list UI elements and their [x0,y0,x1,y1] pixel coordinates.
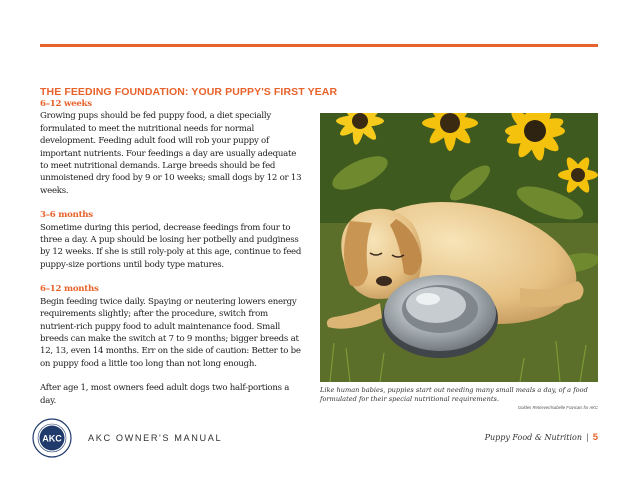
top-rule [40,44,598,47]
photo-credit: Golden Retriever/Isabelle Francais for AKC [517,405,598,410]
footer-right [485,432,598,443]
svg-text:AKC: AKC [42,433,62,444]
subhead-6-12-weeks: 6–12 weeks [40,99,92,109]
paragraph-3-6-months: Sometime during this period, decrease feedings from four to three a day. A pup should be losing her potbelly and pudginess by 12 weeks. If she is still roly-poly at this age, continue to feed puppy-size portions until body type matures. [40,222,302,270]
subhead-6-12-months: 6–12 months [40,284,99,295]
page-number: 5 [592,432,598,443]
subhead-3-6-months: 3–6 months [40,210,93,221]
akc-logo [32,418,72,458]
body-column [40,98,304,407]
paragraph-6-12-months: Begin feeding twice daily. Spaying or neutering lowers energy requirements slightly; after the procedure, switch from nutrient-rich puppy food to adult maintenance food. Small breeds can make the switch at 7 to 9 months; bigger breeds at 12, 13, even 14 months. Err on the side of caution: Better to be on puppy food a little too long than not long enough. [40,296,301,369]
paragraph-6-12-weeks: Growing pups should be fed puppy food, a diet specially formulated to meet the nutritional needs for normal development. Feeding adult food will rob your puppy of important nutrients. Four feedings a day are usually adequate to meet nutritional demands. Large breeds should be fed unmoistened dry food by 9 or 10 weeks; small dogs by 12 or 13 weeks. [40,111,302,196]
manual-title: AKC OWNER'S MANUAL [88,433,223,443]
puppy-photo [320,113,598,382]
section-title: THE FEEDING FOUNDATION: YOUR PUPPY'S FIRST YEAR [40,86,338,98]
closing-paragraph: After age 1, most owners feed adult dogs two half-portions a day. [40,383,290,406]
footer-separator: | [586,433,589,442]
chapter-title: Puppy Food & Nutrition [484,433,582,442]
photo-caption: Like human babies, puppies start out needing many small meals a day, of a food formulated for their special nutritional requirements. [320,386,588,403]
